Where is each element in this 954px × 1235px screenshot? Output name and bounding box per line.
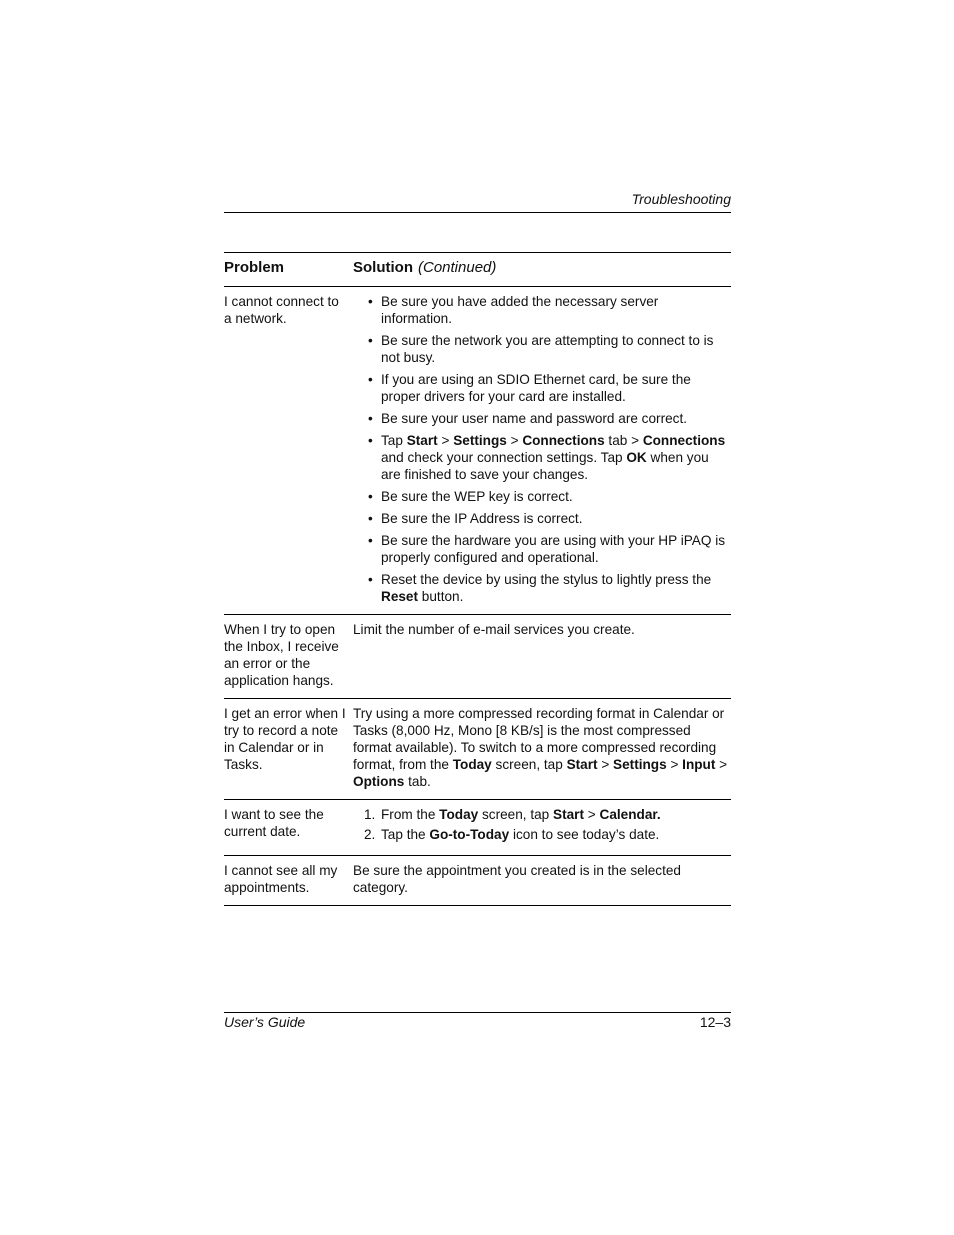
problem-cell: I cannot see all my appointments. xyxy=(224,863,338,895)
solution-cell xyxy=(353,806,731,846)
table-row xyxy=(224,615,731,699)
table-row xyxy=(224,800,731,856)
list-item: • Be sure the network you are attempting to connect to is not busy. xyxy=(353,332,731,366)
list-item: • Be sure your user name and password are correct. xyxy=(353,410,731,427)
guide-title: User’s Guide xyxy=(224,1014,306,1030)
page-number: 12–3 xyxy=(699,1014,731,1030)
list-item: 1. From the Today screen, tap Start > Calendar. xyxy=(364,807,661,822)
solution-cell: Limit the number of e-mail services you create. xyxy=(353,622,635,637)
solution-header-label: Solution xyxy=(353,259,413,276)
list-item: 2. Tap the Go-to-Today icon to see today’s date. xyxy=(364,827,660,842)
list-item: • Reset the device by using the stylus to lightly press the Reset button. xyxy=(353,571,731,605)
list-item: • Be sure the IP Address is correct. xyxy=(353,510,731,527)
list-item: • Be sure the WEP key is correct. xyxy=(353,488,731,505)
solution-cell: Try using a more compressed recording format in Calendar or Tasks (8,000 Hz, Mono [8 KB/s] is the most compressed format available). To switch to a more compressed recording format, from the Today screen, tap Start > Settings > Input > Options tab. xyxy=(353,706,728,789)
solution-cell: Be sure the appointment you created is in the selected category. xyxy=(353,863,681,895)
solution-step-list xyxy=(353,806,731,843)
list-item: • If you are using an SDIO Ethernet card, be sure the proper drivers for your card are installed. xyxy=(353,371,731,405)
problem-column-header: Problem xyxy=(224,259,285,276)
table-row xyxy=(224,287,731,615)
list-item: • Be sure the hardware you are using with your HP iPAQ is properly configured and operational. xyxy=(353,532,731,566)
troubleshooting-table xyxy=(224,252,731,906)
running-header: Troubleshooting xyxy=(631,191,731,207)
table-header xyxy=(224,253,731,287)
solution-cell xyxy=(353,293,731,605)
problem-cell: I want to see the current date. xyxy=(224,807,324,839)
problem-cell: I cannot connect to a network. xyxy=(224,294,339,326)
table-row xyxy=(224,856,731,906)
problem-cell: I get an error when I try to record a note in Calendar or in Tasks. xyxy=(224,706,346,772)
header-rule xyxy=(224,212,731,213)
list-item: • Tap Start > Settings > Connections tab > Connections and check your connection settings. Tap OK when you are finished to save your changes. xyxy=(353,432,731,483)
solution-bullet-list xyxy=(353,293,731,605)
problem-cell: When I try to open the Inbox, I receive an error or the application hangs. xyxy=(224,622,339,688)
list-item: • Be sure you have added the necessary server information. xyxy=(353,293,731,327)
footer-rule xyxy=(224,1012,731,1013)
solution-column-header xyxy=(353,259,496,276)
table-row xyxy=(224,699,731,800)
continued-note: (Continued) xyxy=(418,259,497,276)
